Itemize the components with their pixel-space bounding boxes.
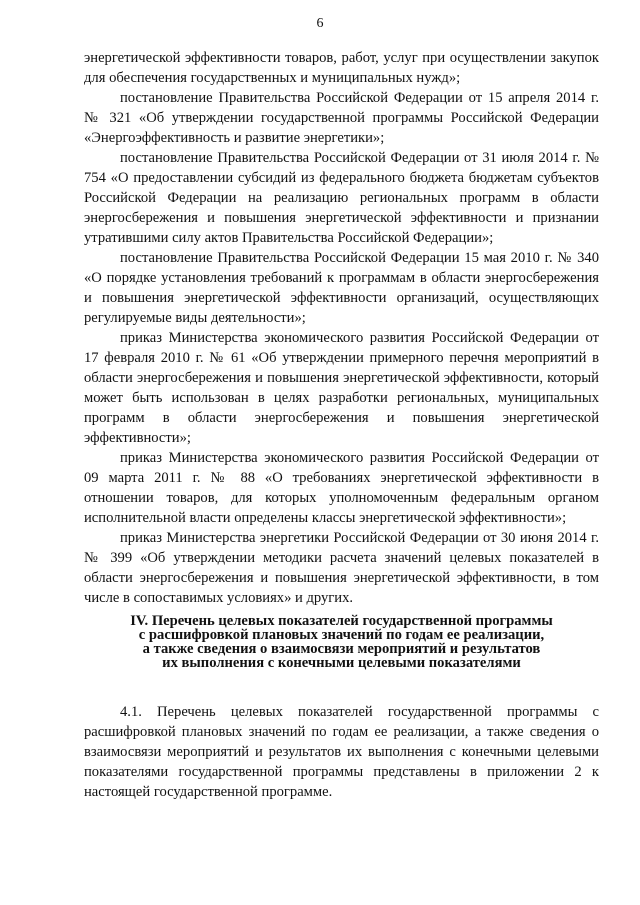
section-heading-line: с расшифровкой плановых значений по годам ее реализации, <box>138 627 545 643</box>
section-heading <box>84 614 599 670</box>
paragraph: постановление Правительства Российской Федерации от 15 апреля 2014 г. № 321 «Об утверждении государственной программы Российской Федерации «Энергоэффективность и развитие энергетики»; <box>84 90 599 146</box>
section-heading-line: IV. Перечень целевых показателей государственной программы <box>130 613 553 629</box>
paragraph: постановление Правительства Российской Федерации от 31 июля 2014 г. № 754 «О предоставлении субсидий из федерального бюджета бюджетам субъектов Российской Федерации на реализацию региональных программ в области энергосбережения и повышения энергетической эффективности и признании утратившими силу актов Правительства Российской Федерации»; <box>84 150 599 246</box>
paragraph: энергетической эффективности товаров, работ, услуг при осуществлении закупок для обеспечения государственных и муниципальных нужд»; <box>84 50 599 86</box>
section-paragraph: 4.1. Перечень целевых показателей государственной программы с расшифровкой плановых значений по годам ее реализации, а также сведения о взаимосвязи мероприятий и результатов их выполнения с конечными целевыми показателями государственной программы представлены в приложении 2 к настоящей государственной программе. <box>84 703 599 800</box>
paragraph: постановление Правительства Российской Федерации 15 мая 2010 г. № 340 «О порядке установления требований к программам в области энергосбережения и повышения энергетической эффективности организаций, осуществляющих регулируемые виды деятельности»; <box>84 250 599 326</box>
section-heading-line: их выполнения с конечными целевыми показателями <box>162 655 521 671</box>
section-heading-line: а также сведения о взаимосвязи мероприятий и результатов <box>142 641 541 657</box>
paragraph: приказ Министерства экономического развития Российской Федерации от 17 февраля 2010 г. № 61 «Об утверждении примерного перечня мероприятий в области энергосбережения и повышения энергетической эффективности, который может быть использован в целях разработки региональных, муниципальных программ в области энергосбережения и повышения энергетической эффективности»; <box>84 330 599 446</box>
paragraph: приказ Министерства экономического развития Российской Федерации от 09 марта 2011 г. № 88 «О требованиях энергетической эффективности в отношении товаров, для которых уполномоченным федеральным органом исполнительной власти определены классы энергетической эффективности»; <box>84 450 599 526</box>
legal-acts-list <box>84 48 599 608</box>
page-number: 6 <box>316 16 324 31</box>
paragraph: приказ Министерства энергетики Российской Федерации от 30 июня 2014 г. № 399 «Об утверждении методики расчета значений целевых показателей в области энергосбережения и повышения энергетической эффективности, в том числе в сопоставимых условиях» и других. <box>84 530 599 606</box>
